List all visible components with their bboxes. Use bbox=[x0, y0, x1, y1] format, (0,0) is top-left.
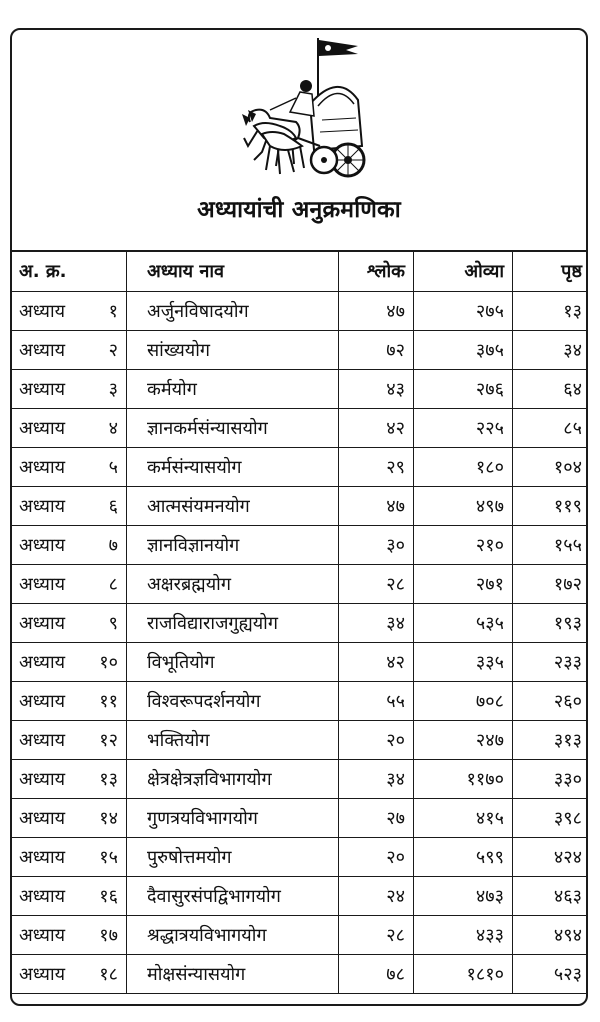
table-row bbox=[11, 798, 589, 837]
chapter-number-cell bbox=[11, 720, 127, 759]
ovya-count: २२५ bbox=[414, 408, 513, 447]
chapter-label: अध्याय bbox=[19, 807, 66, 829]
page-number: २३३ bbox=[513, 642, 589, 681]
table-row bbox=[11, 837, 589, 876]
page-title: अध्यायांची अनुक्रमणिका bbox=[197, 197, 401, 223]
ovya-count: ४७३ bbox=[414, 876, 513, 915]
chapter-name: गुणत्रयविभागयोग bbox=[127, 798, 339, 837]
chapter-label: अध्याय bbox=[19, 495, 66, 517]
shlok-count: ४७ bbox=[339, 486, 414, 525]
table-row bbox=[11, 681, 589, 720]
page-number: १३ bbox=[513, 291, 589, 330]
chapter-number: १० bbox=[99, 651, 118, 673]
chapter-number-cell bbox=[11, 954, 127, 993]
chapter-number-cell bbox=[11, 330, 127, 369]
chapter-name: ज्ञानविज्ञानयोग bbox=[127, 525, 339, 564]
chapter-name: पुरुषोत्तमयोग bbox=[127, 837, 339, 876]
shlok-count: ३४ bbox=[339, 603, 414, 642]
chapter-number-cell bbox=[11, 915, 127, 954]
page-number: ३१३ bbox=[513, 720, 589, 759]
table-row bbox=[11, 369, 589, 408]
shlok-count: ४२ bbox=[339, 408, 414, 447]
chapter-number: ६ bbox=[108, 495, 118, 517]
chapter-label: अध्याय bbox=[19, 690, 66, 712]
shlok-count: २० bbox=[339, 837, 414, 876]
chapter-number-cell bbox=[11, 291, 127, 330]
ovya-count: २४७ bbox=[414, 720, 513, 759]
page-number: ८५ bbox=[513, 408, 589, 447]
chapter-name: कर्मयोग bbox=[127, 369, 339, 408]
table-row bbox=[11, 447, 589, 486]
chapter-label: अध्याय bbox=[19, 534, 66, 556]
ovya-count: २१० bbox=[414, 525, 513, 564]
ovya-count: ४९७ bbox=[414, 486, 513, 525]
page-number: ४९४ bbox=[513, 915, 589, 954]
page-number: ३३० bbox=[513, 759, 589, 798]
chapter-label: अध्याय bbox=[19, 963, 66, 985]
table-row bbox=[11, 720, 589, 759]
page-number: ३९८ bbox=[513, 798, 589, 837]
chapter-number-cell bbox=[11, 603, 127, 642]
page-number: १५५ bbox=[513, 525, 589, 564]
ovya-count: ४३३ bbox=[414, 915, 513, 954]
ovya-count: ५९९ bbox=[414, 837, 513, 876]
ovya-count: २७६ bbox=[414, 369, 513, 408]
chapter-label: अध्याय bbox=[19, 846, 66, 868]
shlok-count: ४२ bbox=[339, 642, 414, 681]
chapter-number-cell bbox=[11, 642, 127, 681]
shlok-count: ७८ bbox=[339, 954, 414, 993]
table-row bbox=[11, 525, 589, 564]
chapter-label: अध्याय bbox=[19, 573, 66, 595]
chapter-number: २ bbox=[108, 339, 118, 361]
shlok-count: २८ bbox=[339, 915, 414, 954]
page-number: ४६३ bbox=[513, 876, 589, 915]
ovya-count: ५३५ bbox=[414, 603, 513, 642]
ovya-count: ४१५ bbox=[414, 798, 513, 837]
chapter-name: अर्जुनविषादयोग bbox=[127, 291, 339, 330]
chapter-label: अध्याय bbox=[19, 651, 66, 673]
chapter-number-cell bbox=[11, 486, 127, 525]
chapter-number-cell bbox=[11, 681, 127, 720]
chapter-name: सांख्ययोग bbox=[127, 330, 339, 369]
col-header-ovya: ओव्या bbox=[414, 251, 513, 291]
ovya-count: ७०८ bbox=[414, 681, 513, 720]
table-row bbox=[11, 603, 589, 642]
chapter-number: ७ bbox=[108, 534, 118, 556]
chapter-label: अध्याय bbox=[19, 339, 66, 361]
chapter-number-cell bbox=[11, 759, 127, 798]
table-row bbox=[11, 954, 589, 993]
col-header-shlok: श्लोक bbox=[339, 251, 414, 291]
ovya-count: २७१ bbox=[414, 564, 513, 603]
page-number: १०४ bbox=[513, 447, 589, 486]
chapter-name: विश्वरूपदर्शनयोग bbox=[127, 681, 339, 720]
chapter-number: १७ bbox=[99, 924, 118, 946]
col-header-page: पृष्ठ bbox=[513, 251, 589, 291]
chapter-label: अध्याय bbox=[19, 768, 66, 790]
chapter-name: आत्मसंयमनयोग bbox=[127, 486, 339, 525]
chapter-number-cell bbox=[11, 564, 127, 603]
shlok-count: ७२ bbox=[339, 330, 414, 369]
chapter-name: कर्मसंन्यासयोग bbox=[127, 447, 339, 486]
table-row bbox=[11, 408, 589, 447]
chapter-number-cell bbox=[11, 447, 127, 486]
ovya-count: २७५ bbox=[414, 291, 513, 330]
chapter-number: १ bbox=[108, 300, 118, 322]
chapter-label: अध्याय bbox=[19, 417, 66, 439]
table-row bbox=[11, 759, 589, 798]
chapter-number: १६ bbox=[99, 885, 118, 907]
chapter-number-cell bbox=[11, 369, 127, 408]
chapter-name: विभूतियोग bbox=[127, 642, 339, 681]
table-row bbox=[11, 642, 589, 681]
table-row bbox=[11, 330, 589, 369]
shlok-count: २० bbox=[339, 720, 414, 759]
shlok-count: २४ bbox=[339, 876, 414, 915]
chapter-number: १३ bbox=[99, 768, 118, 790]
chapter-name: राजविद्याराजगुह्ययोग bbox=[127, 603, 339, 642]
shlok-count: ४३ bbox=[339, 369, 414, 408]
chapter-number: ११ bbox=[99, 690, 118, 712]
shlok-count: २७ bbox=[339, 798, 414, 837]
chapter-name: ज्ञानकर्मसंन्यासयोग bbox=[127, 408, 339, 447]
chapter-number-cell bbox=[11, 408, 127, 447]
table-header-row bbox=[11, 251, 589, 291]
chapter-name: दैवासुरसंपद्विभागयोग bbox=[127, 876, 339, 915]
table-row bbox=[11, 291, 589, 330]
table-row bbox=[11, 876, 589, 915]
shlok-count: ४७ bbox=[339, 291, 414, 330]
chapter-number-cell bbox=[11, 525, 127, 564]
table-row bbox=[11, 915, 589, 954]
ovya-count: ११७० bbox=[414, 759, 513, 798]
chapter-number: १८ bbox=[99, 963, 118, 985]
chapter-index-table bbox=[10, 250, 588, 994]
chapter-label: अध्याय bbox=[19, 729, 66, 751]
chariot-illustration bbox=[240, 34, 370, 184]
shlok-count: ३४ bbox=[339, 759, 414, 798]
chapter-label: अध्याय bbox=[19, 300, 66, 322]
col-header-chapter-no: अ. क्र. bbox=[11, 251, 127, 291]
shlok-count: २८ bbox=[339, 564, 414, 603]
page-number: ३४ bbox=[513, 330, 589, 369]
chapter-number: ५ bbox=[108, 456, 118, 478]
page-number: ४२४ bbox=[513, 837, 589, 876]
chapter-number: ८ bbox=[108, 573, 118, 595]
chapter-label: अध्याय bbox=[19, 924, 66, 946]
col-header-chapter-name: अध्याय नाव bbox=[127, 251, 339, 291]
chapter-label: अध्याय bbox=[19, 378, 66, 400]
shlok-count: ३० bbox=[339, 525, 414, 564]
chapter-number-cell bbox=[11, 837, 127, 876]
page-number: १७२ bbox=[513, 564, 589, 603]
chapter-label: अध्याय bbox=[19, 456, 66, 478]
chapter-number: १५ bbox=[99, 846, 118, 868]
chapter-number: १४ bbox=[99, 807, 118, 829]
chapter-number-cell bbox=[11, 876, 127, 915]
chapter-label: अध्याय bbox=[19, 612, 66, 634]
chapter-number: ३ bbox=[108, 378, 118, 400]
table-row bbox=[11, 564, 589, 603]
chapter-number: ९ bbox=[108, 612, 118, 634]
chapter-number: १२ bbox=[99, 729, 118, 751]
chapter-number: ४ bbox=[108, 417, 118, 439]
ovya-count: १८० bbox=[414, 447, 513, 486]
page-number: १९३ bbox=[513, 603, 589, 642]
chapter-name: भक्तियोग bbox=[127, 720, 339, 759]
chapter-name: श्रद्धात्रयविभागयोग bbox=[127, 915, 339, 954]
chapter-name: अक्षरब्रह्मयोग bbox=[127, 564, 339, 603]
page-frame bbox=[10, 28, 588, 1006]
ovya-count: ३३५ bbox=[414, 642, 513, 681]
ovya-count: १८१० bbox=[414, 954, 513, 993]
chapter-number-cell bbox=[11, 798, 127, 837]
ovya-count: ३७५ bbox=[414, 330, 513, 369]
chapter-name: क्षेत्रक्षेत्रज्ञविभागयोग bbox=[127, 759, 339, 798]
page-number: ११९ bbox=[513, 486, 589, 525]
shlok-count: २९ bbox=[339, 447, 414, 486]
chapter-name: मोक्षसंन्यासयोग bbox=[127, 954, 339, 993]
page-number: ५२३ bbox=[513, 954, 589, 993]
table-row bbox=[11, 486, 589, 525]
chapter-label: अध्याय bbox=[19, 885, 66, 907]
page-number: २६० bbox=[513, 681, 589, 720]
page-number: ६४ bbox=[513, 369, 589, 408]
shlok-count: ५५ bbox=[339, 681, 414, 720]
